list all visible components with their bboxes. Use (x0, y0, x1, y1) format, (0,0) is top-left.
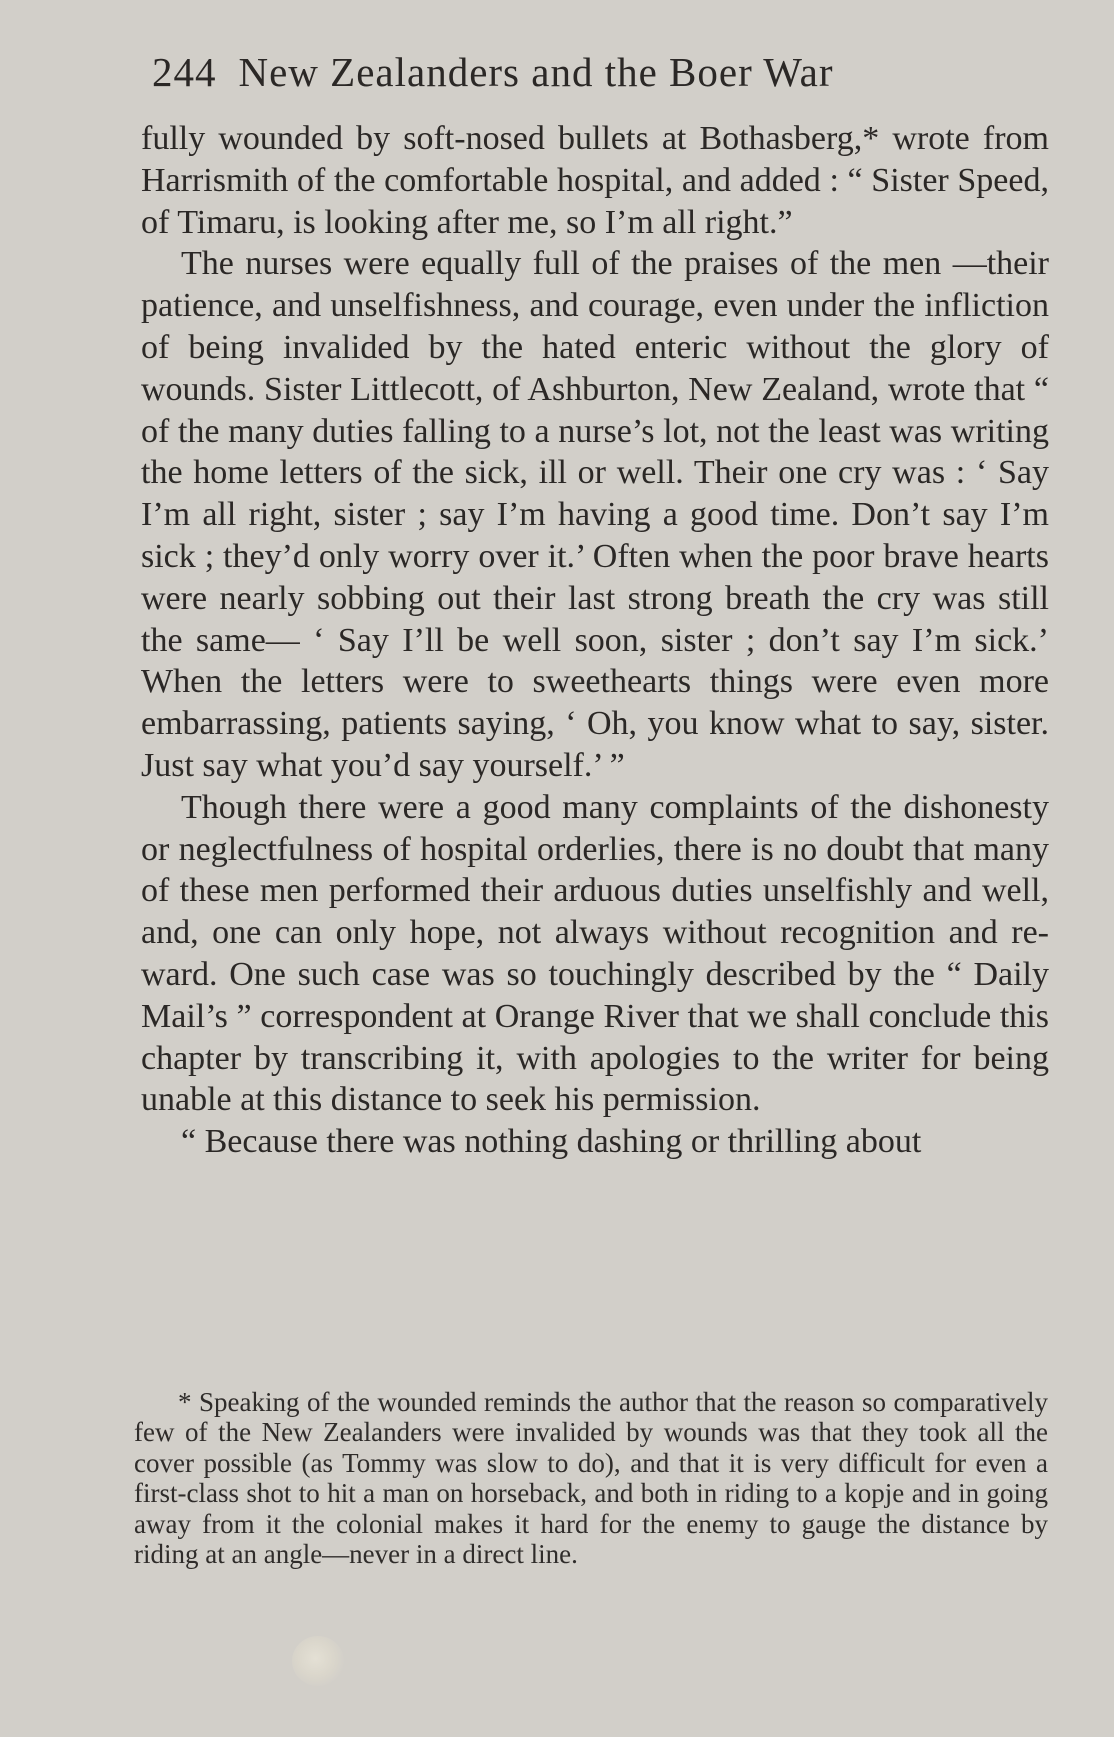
paragraph-continued: fully wounded by soft-nosed bullets at Bothasberg,* wrote from Harrismith of the comfortable hospital, and added : “ Sister Speed, of Timaru, is looking after me, so I’m all right.” (141, 120, 1049, 241)
footnote-text: * Speaking of the wounded reminds the author that the reason so comparatively few of the New Zealanders were invalided by wounds was that they took all the cover possible (as Tommy was slow to do), and that it is very difficult for even a first-class shot to hit a man on horseback, and both in riding to a kopje and in going away from it the colonial makes it hard for the enemy to gauge the distance by riding at an angle—never in a direct line. (134, 1387, 1048, 1570)
body-text (141, 118, 1049, 1163)
paper-stain (292, 1636, 344, 1686)
paragraph-nurses: The nurses were equally full of the praises of the men —their patience, and unselfishness, and courage, even under the infliction of being invalided by the hated enteric without the glory of wounds. Sister Littlecott, of Ashburton, New Zealand, wrote that “ of the many duties falling to a nurse’s lot, not the least was writing the home letters of the sick, ill or well. Their one cry was : ‘ Say I’m all right, sister ; say I’m having a good time. Don’t say I’m sick ; they’d only worry over it.’ Often when the poor brave hearts were nearly sobbing out their last strong breath the cry was still the same— ‘ Say I’ll be well soon, sister ; don’t say I’m sick.’ When the letters were to sweethearts things were even more embarrassing, patients saying, ‘ Oh, you know what to say, sister. Just say what you’d say yourself.’ ” (141, 245, 1049, 784)
footnote (134, 1387, 1048, 1569)
paragraph-quote-start: “ Because there was nothing dashing or thrilling about (181, 1123, 922, 1161)
paragraph-orderlies: Though there were a good many complaints of the dishonesty or neglectfulness of hospital orderlies, there is no doubt that many of these men performed their arduous duties unselfishly and well, and, one can only hope, not always without recognition and re-ward. One such case was so touchingly described by the “ Daily Mail’s ” correspondent at Orange River that we shall conclude this chapter by transcribing it, with apologies to the writer for being unable at this distance to seek his permission. (141, 788, 1049, 1119)
page-header (152, 48, 998, 96)
running-title: New Zealanders and the Boer War (238, 49, 834, 95)
page-number: 244 (152, 49, 217, 95)
